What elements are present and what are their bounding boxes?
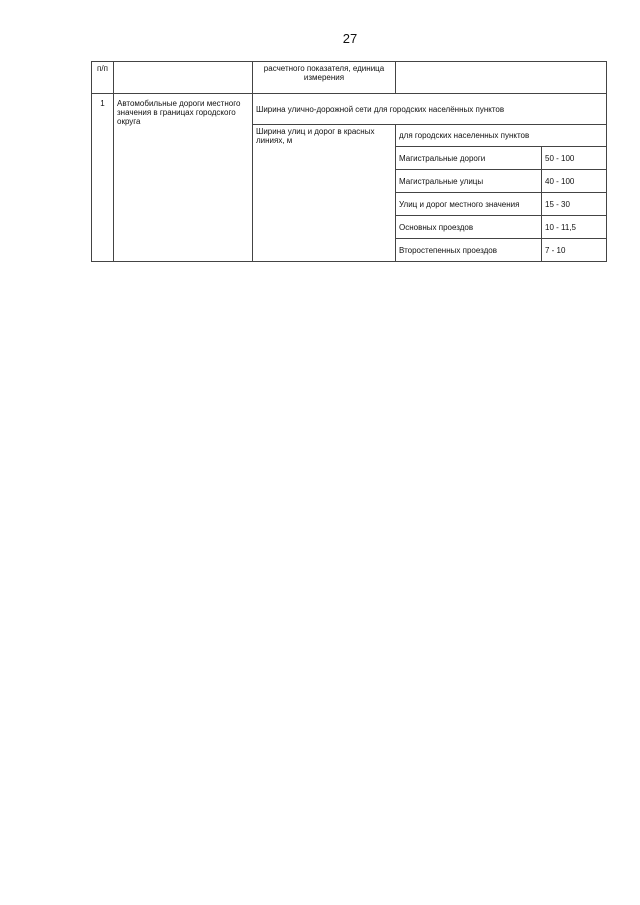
table-row (92, 94, 607, 125)
item-value: 40 - 100 (542, 170, 607, 193)
row-number: 1 (92, 94, 114, 262)
subheader: для городских населенных пунктов (396, 125, 607, 147)
object-name: Автомобильные дороги местного значения в границах городского округа (114, 94, 253, 262)
item-value: 7 - 10 (542, 239, 607, 262)
item-name: Второстепенных проездов (396, 239, 542, 262)
header-value (396, 62, 607, 94)
item-name: Улиц и дорог местного значения (396, 193, 542, 216)
item-name: Магистральные улицы (396, 170, 542, 193)
item-value: 50 - 100 (542, 147, 607, 170)
item-name: Основных проездов (396, 216, 542, 239)
section-title: Ширина улично-дорожной сети для городских населённых пунктов (253, 94, 607, 125)
header-object (114, 62, 253, 94)
indicator-name: Ширина улиц и дорог в красных линиях, м (253, 125, 396, 262)
regulation-table (91, 61, 607, 262)
header-num: п/п (92, 62, 114, 94)
header-indicator: расчетного показателя, единица измерения (253, 62, 396, 94)
item-name: Магистральные дороги (396, 147, 542, 170)
table-header-row (92, 62, 607, 94)
item-value: 15 - 30 (542, 193, 607, 216)
page-number: 27 (342, 31, 358, 46)
item-value: 10 - 11,5 (542, 216, 607, 239)
